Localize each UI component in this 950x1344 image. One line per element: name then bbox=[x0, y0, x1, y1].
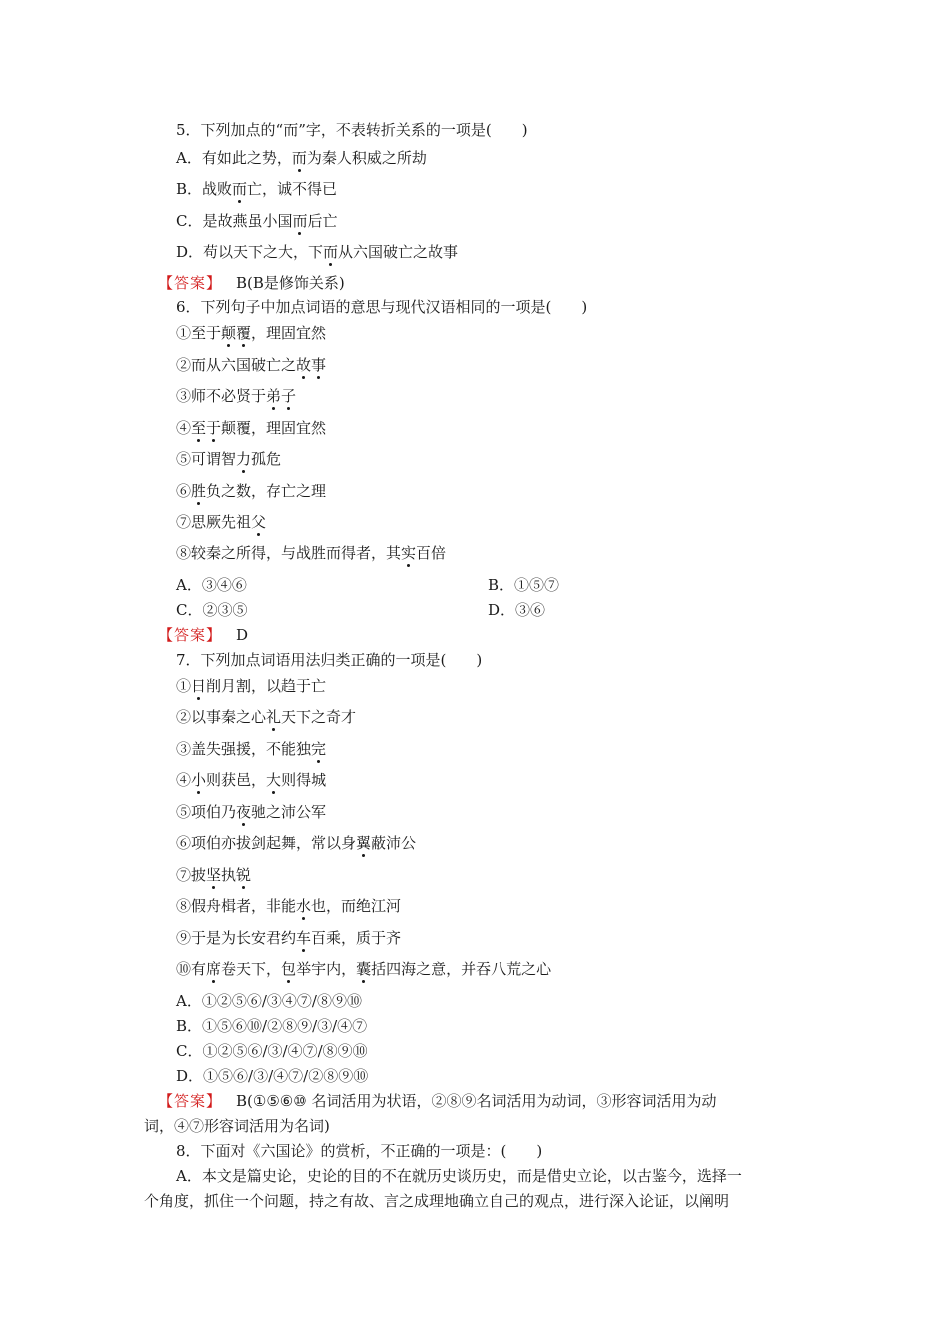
q5-d-text: D．苟以天下之大，下 bbox=[176, 243, 324, 261]
q6-s3-text: ③师不必贤于 bbox=[176, 387, 267, 405]
q7-s8-dot1: 水 bbox=[296, 897, 312, 915]
answer-tag: 【答案】 bbox=[158, 626, 223, 644]
q6-sentence-7 bbox=[176, 512, 266, 532]
q6-s4-dot1: 至 bbox=[191, 419, 207, 437]
q5-option-d[interactable] bbox=[176, 242, 458, 262]
q7-s10-text-3: 举宇内， bbox=[296, 960, 357, 978]
q6-s8-text-2: 百倍 bbox=[416, 544, 447, 562]
q8-option-a-continued: 个角度，抓住一个问题，持之有故、言之成理地确立自己的观点，进行深入论证，以阐明 bbox=[144, 1192, 730, 1210]
q6-answer-text: D bbox=[236, 626, 249, 644]
answer-tag: 【答案】 bbox=[158, 1092, 223, 1110]
q6-sentence-2 bbox=[176, 355, 326, 375]
q6-stem: 6．下列句子中加点词语的意思与现代汉语相同的一项是( ) bbox=[176, 298, 588, 316]
q7-s10-text: ⑩有 bbox=[176, 960, 207, 978]
q5-stem: 5．下列加点的“而”字，不表转折关系的一项是( ) bbox=[176, 121, 528, 139]
q6-sentence-5 bbox=[176, 449, 281, 469]
q7-option-c[interactable]: C．①②⑤⑥/③/④⑦/⑧⑨⑩ bbox=[176, 1042, 368, 1060]
q5-c-text: C．是故燕虽小国 bbox=[176, 212, 293, 230]
q7-sentence-7 bbox=[176, 865, 251, 885]
q7-answer bbox=[158, 1091, 716, 1111]
q5-d-dotted: 而 bbox=[323, 243, 339, 261]
q7-s5-text-2: 驰之沛公军 bbox=[251, 803, 327, 821]
q7-s1-dot1: 日 bbox=[191, 677, 207, 695]
q7-stem: 7．下列加点词语用法归类正确的一项是( ) bbox=[176, 651, 483, 669]
q7-s10-text-2: 卷天下， bbox=[221, 960, 282, 978]
q6-s1-dot2: 覆 bbox=[236, 324, 252, 342]
q7-answer-continued: 词，④⑦形容词活用为名词) bbox=[144, 1117, 330, 1135]
q6-s5-text: ⑤可谓智 bbox=[176, 450, 237, 468]
q7-s4-dot1: 小 bbox=[191, 771, 207, 789]
q7-s6-text: ⑥项伯亦拔剑起舞，常以身 bbox=[176, 834, 357, 852]
q6-s4-text: ④ bbox=[176, 419, 192, 437]
q7-s10-dot1: 席 bbox=[206, 960, 222, 978]
q6-s3-dot1: 弟 bbox=[266, 387, 282, 405]
q7-s8-text: ⑧假舟楫者，非能 bbox=[176, 897, 297, 915]
q5-d-text-2: 从六国破亡之故事 bbox=[338, 243, 459, 261]
q7-s5-dot1: 夜 bbox=[236, 803, 252, 821]
q7-s1-text: ① bbox=[176, 677, 192, 695]
q6-sentence-1 bbox=[176, 323, 326, 343]
q6-s1-dot1: 颠 bbox=[221, 324, 237, 342]
q7-s9-dot1: 车 bbox=[296, 929, 312, 947]
q5-b-text: B．战败 bbox=[176, 180, 233, 198]
q7-s8-text-2: 也，而绝江河 bbox=[311, 897, 402, 915]
q7-s2-dot1: 礼 bbox=[266, 708, 282, 726]
q6-option-b[interactable]: B．①⑤⑦ bbox=[488, 576, 560, 594]
q6-s7-dot1: 父 bbox=[251, 513, 267, 531]
q6-s2-dot2: 事 bbox=[311, 356, 327, 374]
q7-s9-text: ⑨于是为长安君约 bbox=[176, 929, 297, 947]
q7-option-a[interactable]: A．①②⑤⑥/③④⑦/⑧⑨⑩ bbox=[176, 992, 362, 1010]
q5-option-a[interactable] bbox=[176, 148, 427, 168]
q5-option-b[interactable] bbox=[176, 179, 337, 199]
q7-sentence-2 bbox=[176, 707, 356, 727]
q6-sentence-4 bbox=[176, 418, 326, 438]
q6-s6-text-2: 负之数，存亡之理 bbox=[206, 482, 327, 500]
q8-option-a[interactable]: A．本文是篇史论，史论的目的不在就历史谈历史，而是借史立论，以古鉴今，选择一 bbox=[176, 1167, 742, 1185]
q7-answer-text: B(①⑤⑥⑩ 名词活用为状语，②⑧⑨名词活用为动词，③形容词活用为动 bbox=[236, 1092, 717, 1110]
q6-s5-dot1: 力 bbox=[236, 450, 252, 468]
q5-b-text-2: 亡，诚不得已 bbox=[247, 180, 338, 198]
q5-a-text-2: 为秦人积威之所劫 bbox=[306, 149, 427, 167]
q6-s8-dot1: 实 bbox=[401, 544, 417, 562]
q7-s4-text: ④ bbox=[176, 771, 192, 789]
q7-sentence-5 bbox=[176, 802, 326, 822]
q7-s4-text-3: 则得城 bbox=[281, 771, 327, 789]
q7-s4-dot2: 大 bbox=[266, 771, 282, 789]
q6-s6-dot1: 胜 bbox=[191, 482, 207, 500]
q5-c-dotted: 而 bbox=[292, 212, 308, 230]
q5-answer-text: B(B是修饰关系) bbox=[236, 274, 345, 292]
q7-sentence-3 bbox=[176, 739, 326, 759]
q6-s5-text-2: 孤危 bbox=[251, 450, 282, 468]
q7-s7-text: ⑦披 bbox=[176, 866, 207, 884]
q5-a-text: A．有如此之势， bbox=[176, 149, 292, 167]
q8-stem: 8．下面对《六国论》的赏析，不正确的一项是：( ) bbox=[176, 1142, 543, 1160]
q6-answer bbox=[158, 625, 248, 645]
q6-sentence-3 bbox=[176, 386, 296, 406]
q6-s2-dot1: 故 bbox=[296, 356, 312, 374]
q7-s6-dot1: 翼 bbox=[356, 834, 372, 852]
q5-b-dotted: 而 bbox=[232, 180, 248, 198]
q7-s3-dot1: 完 bbox=[311, 740, 327, 758]
q7-s5-text: ⑤项伯乃 bbox=[176, 803, 237, 821]
q7-option-b[interactable]: B．①⑤⑥⑩/②⑧⑨/③/④⑦ bbox=[176, 1017, 368, 1035]
q6-option-d[interactable]: D．③⑥ bbox=[488, 601, 546, 619]
q7-s4-text-2: 则获邑， bbox=[206, 771, 267, 789]
q6-s1-text: ①至于 bbox=[176, 324, 222, 342]
q7-s7-dot1: 坚 bbox=[206, 866, 222, 884]
q7-s10-text-4: 括四海之意，并吞八荒之心 bbox=[371, 960, 552, 978]
answer-tag: 【答案】 bbox=[158, 274, 223, 292]
q7-s2-text: ②以事秦之心 bbox=[176, 708, 267, 726]
q6-s2-text: ②而从六国破亡之 bbox=[176, 356, 297, 374]
q6-s3-dot2: 子 bbox=[281, 387, 297, 405]
q7-s3-text: ③盖失强援，不能独 bbox=[176, 740, 312, 758]
q6-s8-text: ⑧较秦之所得，与战胜而得者，其 bbox=[176, 544, 402, 562]
q5-option-c[interactable] bbox=[176, 211, 338, 231]
q7-s10-dot2: 包 bbox=[281, 960, 297, 978]
q6-sentence-8 bbox=[176, 543, 446, 563]
q7-s10-dot3: 囊 bbox=[356, 960, 372, 978]
q6-s7-text: ⑦思厥先祖 bbox=[176, 513, 252, 531]
q7-sentence-8 bbox=[176, 896, 401, 916]
q7-s1-text-2: 削月割，以趋于亡 bbox=[206, 677, 327, 695]
q7-sentence-9 bbox=[176, 928, 401, 948]
q7-sentence-10 bbox=[176, 959, 551, 979]
q7-s9-text-2: 百乘，质于齐 bbox=[311, 929, 402, 947]
q5-c-text-2: 后亡 bbox=[307, 212, 338, 230]
q7-sentence-4 bbox=[176, 770, 326, 790]
q7-sentence-6 bbox=[176, 833, 416, 853]
q6-option-a[interactable]: A．③④⑥ bbox=[176, 576, 247, 594]
q6-option-c[interactable]: C．②③⑤ bbox=[176, 601, 248, 619]
q7-s2-text-2: 天下之奇才 bbox=[281, 708, 357, 726]
q6-s4-dot2: 于 bbox=[206, 419, 222, 437]
q6-s1-text-2: ，理固宜然 bbox=[251, 324, 327, 342]
q5-answer bbox=[158, 273, 345, 293]
q6-sentence-6 bbox=[176, 481, 326, 501]
q6-s4-text-2: 颠覆，理固宜然 bbox=[221, 419, 327, 437]
q6-s6-text: ⑥ bbox=[176, 482, 192, 500]
q7-sentence-1 bbox=[176, 676, 326, 696]
q7-s6-text-2: 蔽沛公 bbox=[371, 834, 417, 852]
q5-a-dotted: 而 bbox=[291, 149, 307, 167]
q7-option-d[interactable]: D．①⑤⑥/③/④⑦/②⑧⑨⑩ bbox=[176, 1067, 369, 1085]
q7-s7-dot2: 锐 bbox=[236, 866, 252, 884]
q7-s7-text-2: 执 bbox=[221, 866, 237, 884]
